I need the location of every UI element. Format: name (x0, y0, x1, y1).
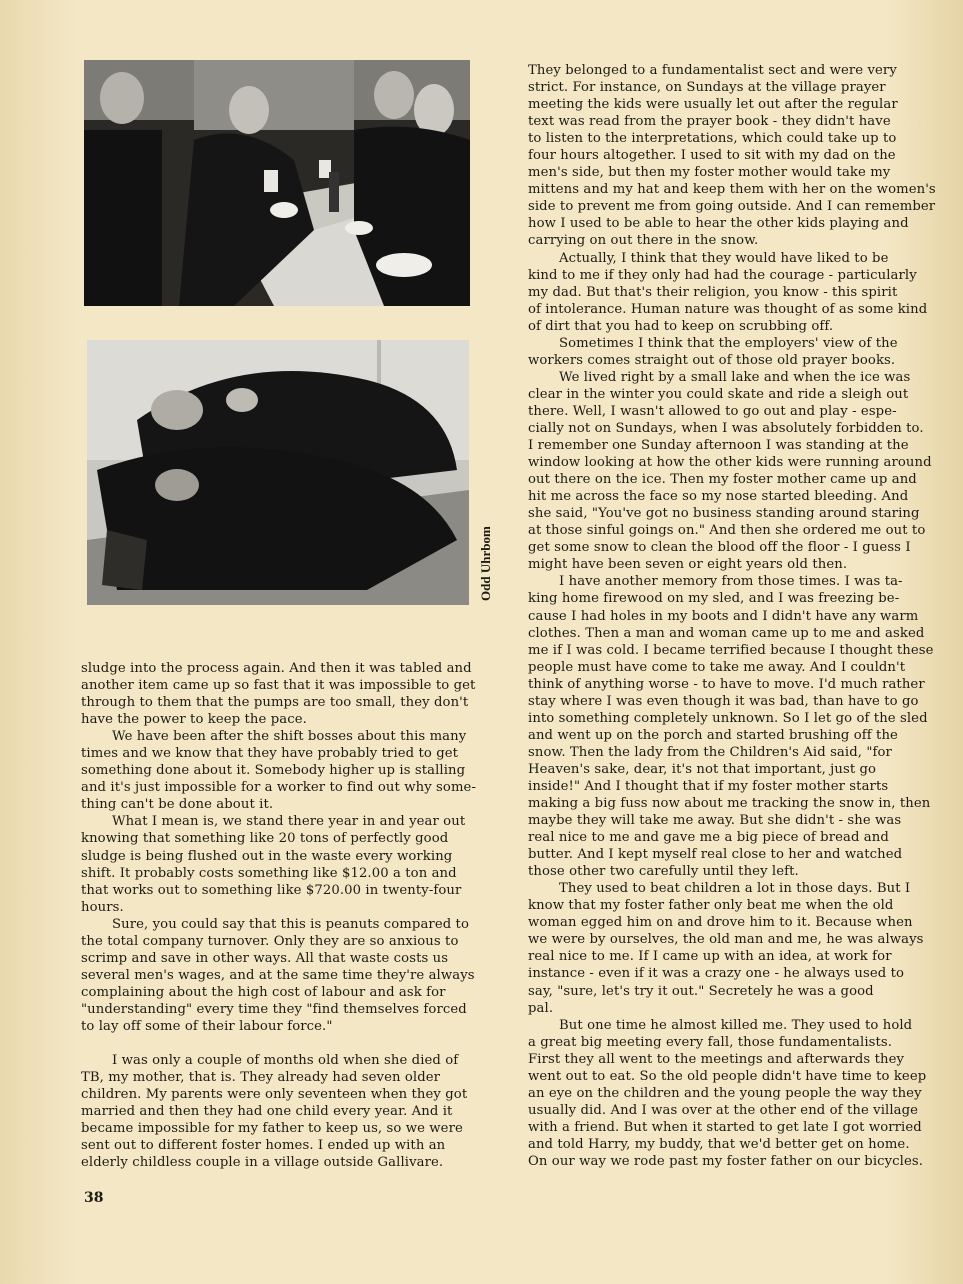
text-line: say, "sure, let's try it out." Secretely he was a good (528, 983, 874, 999)
text-line: "understanding" every time they "find themselves forced (81, 1001, 467, 1017)
text-line: out there on the ice. Then my foster mother came up and (528, 472, 917, 488)
text-line: side to prevent me from going outside. And I can remember (528, 199, 936, 215)
text-line: into something completely unknown. So I let go of the sled (528, 710, 928, 726)
text-line: I have another memory from those times. I was ta- (559, 574, 903, 590)
text-line: and told Harry, my buddy, that we'd better get on home. (528, 1136, 910, 1152)
text-line: pal. (528, 1000, 554, 1016)
text-line: complaining about the high cost of labour and ask for (81, 984, 446, 1000)
paragraph-gap (81, 1035, 481, 1052)
text-line: an eye on the children and the young people the way they (528, 1085, 922, 1101)
text-line: Heaven's sake, dear, it's not that important, just go (528, 761, 877, 777)
text-line: knowing that something like 20 tons of perfectly good (81, 831, 449, 847)
text-line: times and we know that they have probably tried to get (81, 746, 459, 762)
text-line: hit me across the face so my nose started bleeding. And (528, 489, 909, 505)
text-line: kind to me if they only had had the courage - particularly (528, 267, 917, 283)
photo-men-resting (87, 340, 469, 605)
text-line: text was read from the prayer book - they didn't have (528, 114, 891, 130)
text-line: mittens and my hat and keep them with her on the women's (528, 182, 936, 198)
text-line: hours. (81, 899, 124, 915)
text-line: They belonged to a fundamentalist sect and were very (528, 63, 897, 78)
text-line: I remember one Sunday afternoon I was standing at the (528, 438, 909, 454)
text-line: Actually, I think that they would have liked to be (559, 250, 889, 266)
text-line: scrimp and save in other ways. All that waste costs us (81, 950, 449, 966)
text-line: sludge into the process again. And then it was tabled and (81, 661, 472, 676)
text-line: strict. For instance, on Sundays at the village prayer (528, 80, 886, 96)
text-line: But one time he almost killed me. They used to hold (559, 1017, 913, 1033)
text-line: woman egged him on and drove him to it. Because when (528, 915, 913, 931)
text-line: On our way we rode past my foster father on our bicycles. (528, 1154, 924, 1169)
text-line: several men's wages, and at the same time they're always (81, 967, 475, 983)
text-line: king home firewood on my sled, and I was freezing be- (528, 591, 900, 607)
text-line: we were by ourselves, the old man and me, he was always (528, 932, 924, 948)
text-line: clothes. Then a man and woman came up to me and asked (528, 625, 925, 641)
text-line: to lay off some of their labour force." (81, 1018, 333, 1034)
text-line: usually did. And I was over at the other end of the village (528, 1102, 919, 1118)
text-line: What I mean is, we stand there year in and year out (112, 814, 466, 830)
text-line: Sure, you could say that this is peanuts compared to (112, 916, 469, 932)
text-line: sludge is being flushed out in the waste every working (81, 848, 453, 864)
text-line: and went up on the porch and started brushing off the (528, 727, 898, 743)
text-line: of intolerance. Human nature was thought of as some kind (528, 301, 928, 317)
text-line: First they all went to the meetings and afterwards they (528, 1051, 905, 1067)
text-line: inside!" And I thought that if my foster mother starts (528, 778, 889, 794)
left-column (81, 660, 481, 1171)
right-column (528, 62, 948, 1170)
text-line: those other two carefully until they left. (528, 864, 799, 880)
text-line: to listen to the interpretations, which could take up to (528, 131, 897, 147)
text-line: instance - even if it was a crazy one - he always used to (528, 966, 905, 982)
text-line: thing can't be done about it. (81, 797, 274, 813)
text-line: butter. And I kept myself real close to her and watched (528, 847, 903, 863)
text-line: my dad. But that's their religion, you know - this spirit (528, 284, 898, 300)
text-line: shift. It probably costs something like $12.00 a ton and (81, 865, 457, 881)
text-line: something done about it. Somebody higher up is stalling (81, 763, 466, 779)
text-line: me if I was cold. I became terrified because I thought these (528, 642, 934, 658)
text-line: sent out to different foster homes. I ended up with an (81, 1138, 446, 1154)
text-line: there. Well, I wasn't allowed to go out and play - espe- (528, 403, 897, 419)
text-line: cause I had holes in my boots and I didn't have any warm (528, 608, 919, 624)
text-line: went out to eat. So the old people didn't have time to keep (528, 1068, 927, 1084)
text-line: children. My parents were only seventeen when they got (81, 1087, 468, 1103)
text-line: she said, "You've got no business standing around staring (528, 506, 920, 522)
text-line: We have been after the shift bosses about this many (112, 729, 467, 745)
text-line: four hours altogether. I used to sit with my dad on the (528, 148, 896, 164)
text-line: Sometimes I think that the employers' view of the (559, 335, 898, 351)
text-line: get some snow to clean the blood off the floor - I guess I (528, 540, 911, 556)
text-line: TB, my mother, that is. They already had seven older (81, 1070, 441, 1086)
text-line: through to them that the pumps are too small, they don't (81, 695, 469, 711)
text-line: maybe they will take me away. But she didn't - she was (528, 813, 902, 829)
text-line: might have been seven or eight years old then. (528, 557, 848, 573)
text-line: another item came up so fast that it was impossible to get (81, 678, 476, 694)
text-line: I was only a couple of months old when she died of (112, 1053, 459, 1069)
text-line: workers comes straight out of those old prayer books. (528, 352, 896, 368)
text-line: carrying on out there in the snow. (528, 233, 759, 249)
text-line: a great big meeting every fall, those fundamentalists. (528, 1034, 893, 1050)
text-line: of dirt that you had to keep on scrubbing off. (528, 318, 834, 334)
text-line: stay where I was even though it was bad, than have to go (528, 693, 919, 709)
text-line: the total company turnover. Only they are so anxious to (81, 933, 459, 949)
text-line: know that my foster father only beat me when the old (528, 898, 894, 914)
text-line: They used to beat children a lot in those days. But I (559, 881, 911, 897)
text-line: We lived right by a small lake and when the ice was (559, 369, 911, 385)
text-line: making a big fuss now about me tracking the snow in, then (528, 796, 931, 812)
photo-credit-text: Odd Uhrbom (478, 526, 493, 601)
photo-men-eating (84, 60, 470, 306)
text-line: elderly childless couple in a village outside Gallivare. (81, 1155, 444, 1171)
text-line: snow. Then the lady from the Children's Aid said, "for (528, 744, 892, 760)
text-line: clear in the winter you could skate and ride a sleigh out (528, 386, 909, 402)
text-line: real nice to me and gave me a big piece of bread and (528, 830, 889, 846)
text-line: cially not on Sundays, when I was absolutely forbidden to. (528, 420, 924, 436)
text-line: with a friend. But when it started to get late I got worried (528, 1119, 922, 1135)
text-line: that works out to something like $720.00 in twenty-four (81, 882, 462, 898)
text-line: became impossible for my father to keep us, so we were (81, 1121, 463, 1137)
page-number: 38 (84, 1190, 104, 1206)
text-line: real nice to me. If I came up with an idea, at work for (528, 949, 892, 965)
text-line: how I used to be able to hear the other kids playing and (528, 216, 909, 232)
text-line: at those sinful goings on." And then she ordered me out to (528, 523, 926, 539)
text-line: and it's just impossible for a worker to find out why some- (81, 780, 477, 796)
text-line: married and then they had one child every year. And it (81, 1104, 453, 1120)
text-line: window looking at how the other kids were running around (528, 455, 932, 471)
text-line: men's side, but then my foster mother would take my (528, 165, 891, 181)
photo-credit (472, 515, 502, 605)
text-line: think of anything worse - to have to move. I'd much rather (528, 676, 925, 692)
text-line: people must have come to take me away. And I couldn't (528, 659, 906, 675)
text-line: meeting the kids were usually let out after the regular (528, 97, 898, 113)
text-line: have the power to keep the pace. (81, 712, 307, 728)
